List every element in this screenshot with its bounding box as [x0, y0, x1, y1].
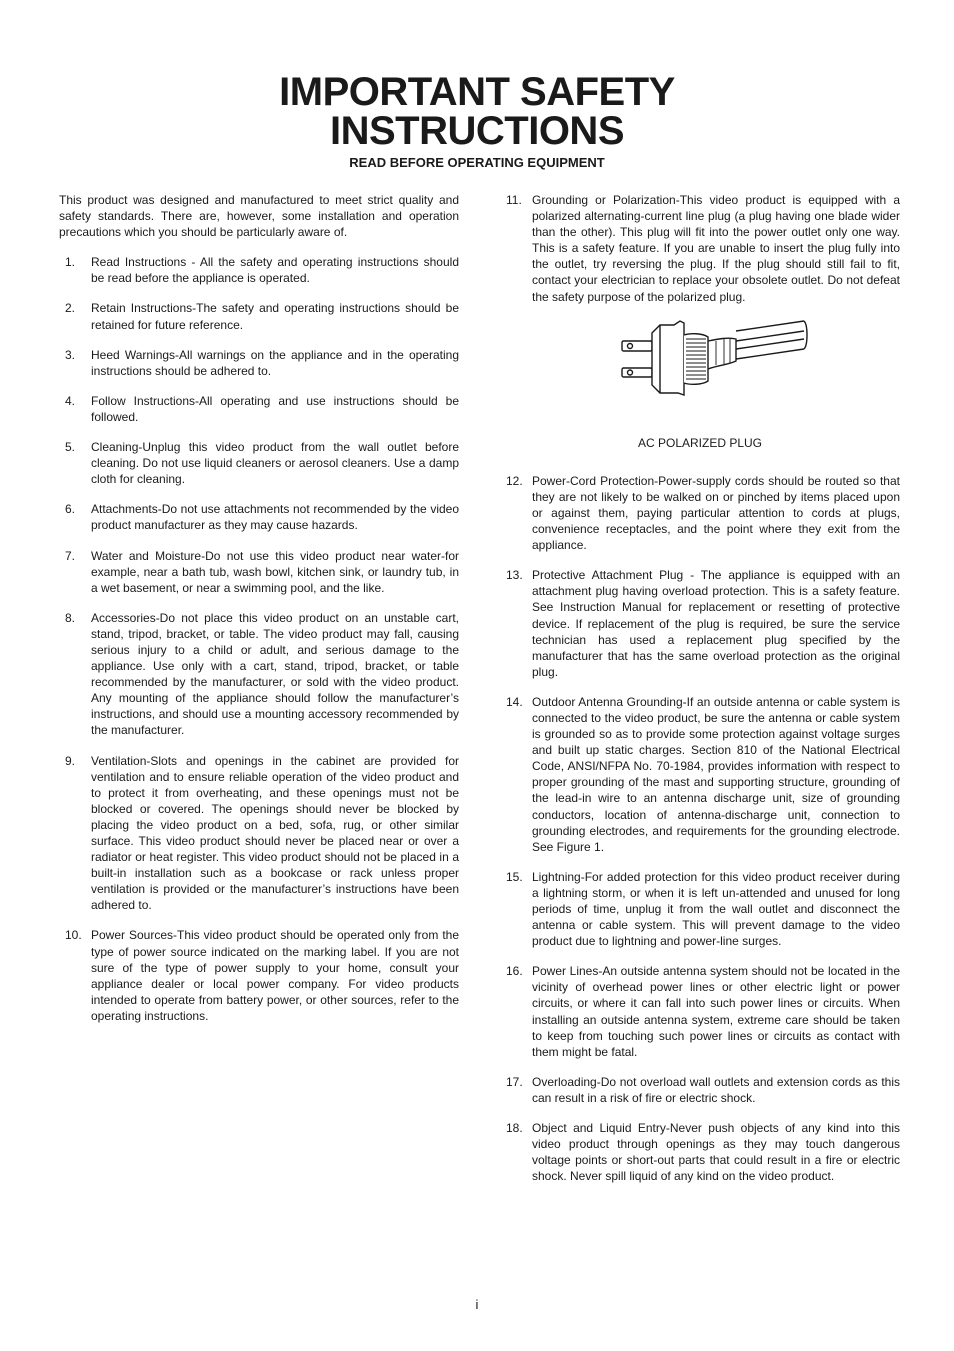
list-item-number: [500, 473, 532, 553]
list-item-number-text: 14.: [506, 694, 523, 709]
list-item-text: Protective Attachment Plug - The appliance is equipped with an attachment plug having overload protection. This is a safety feature. See Instruction Manual for replacement or resetting of protective device. If replacement of the plug is required, be sure the service technician has used a replacement plug specified by the manufacturer that has the same overload protection as the original plug.: [532, 568, 900, 679]
list-item: [500, 192, 900, 305]
list-item-number: [59, 548, 91, 596]
list-item: [59, 927, 459, 1024]
list-item: [59, 347, 459, 379]
page-number: i: [475, 1297, 479, 1312]
list-item-text: Grounding or Polarization-This video product is equipped with a polarized alternating-current line plug (a plug having one blade wider than the other). This plug will fit into the power outlet only one way. This is a safety feature. If you are unable to insert the plug fully into the outlet, try reversing the plug. If the plug should still fail to fit, contact your electrician to replace your obsolete outlet. Do not defeat the safety purpose of the polarized plug.: [532, 193, 900, 304]
list-item: [500, 963, 900, 1060]
page-title: [0, 70, 954, 153]
list-item: [59, 254, 459, 286]
list-item-number: [500, 567, 532, 680]
list-item-number-text: 16.: [506, 964, 523, 979]
title-line-1: IMPORTANT SAFETY: [279, 70, 675, 114]
list-item: [500, 1074, 900, 1106]
list-item-number: [59, 610, 91, 739]
list-item-number-text: 17.: [506, 1074, 523, 1089]
list-item-text: Power Lines-An outside antenna system should not be located in the vicinity of overhead power lines or other electric light or power circuits, or where it can fall into such power lines or circuits. When installing an outside antenna system, extreme care should be taken to keep from touching such power lines or circuits as contact with them might be fatal.: [532, 964, 900, 1059]
list-item-number: [500, 694, 532, 855]
left-column: [59, 192, 459, 1038]
list-item-text: Ventilation-Slots and openings in the cabinet are provided for ventilation and to ensure reliable operation of the video product and to protect it from overheating, and these openings must not be blocked or covered. The openings should never be blocked by placing the video product on a bed, sofa, rug, or other similar surface. This video product should never be placed near or over a radiator or heat register. This video product should not be placed in a built-in installation such as a bookcase or rack unless proper ventilation is provided or the manufacturer’s instructions have been adhered to.: [91, 753, 459, 913]
list-item-number-text: 18.: [506, 1121, 523, 1136]
safety-list-right-bottom: [500, 473, 900, 1185]
page-subtitle: READ BEFORE OPERATING EQUIPMENT: [349, 155, 605, 170]
list-item-number-text: 11.: [506, 193, 522, 207]
title-line-2: INSTRUCTIONS: [330, 109, 624, 153]
list-item-number-text: 10.: [65, 928, 82, 943]
list-item-text: Attachments-Do not use attachments not recommended by the video product manufacturer as they may cause hazards.: [91, 502, 459, 533]
list-item-text: Retain Instructions-The safety and operating instructions should be retained for future reference.: [91, 301, 459, 332]
list-item-number: [500, 963, 532, 1060]
list-item-number: [59, 439, 91, 487]
list-item: [59, 393, 459, 425]
intro-paragraph: This product was designed and manufactured to meet strict quality and safety standards. There are, however, some installation and operation precautions which you should be particularly aware of.: [59, 193, 459, 240]
list-item: [59, 753, 459, 914]
list-item: [500, 1120, 900, 1184]
list-item-number: [59, 393, 91, 425]
list-item-text: Outdoor Antenna Grounding-If an outside antenna or cable system is connected to the video product, be sure the antenna or cable system is grounded so as to provide some protection against voltage surges and built up static charges. Section 810 of the National Electrical Code, ANSI/NFPA No. 70-1984, provides information with respect to proper grounding of the mast and supporting structure, grounding of the lead-in wire to an antenna discharge unit, size of grounding conductors, location of antenna-discharge unit, connection to grounding electrodes, and requirements for the grounding electrode. See Figure 1.: [532, 694, 900, 854]
list-item-text: Accessories-Do not place this video product on an unstable cart, stand, tripod, bracket, or table. The video product may fall, causing serious injury to a child or adult, and serious damage to the appliance. Use only with a cart, stand, tripod, bracket, or table recommended by the manufacturer, or sold with the video product. Any mounting of the appliance should follow the manufacturer’s instructions, and should use a mounting accessory recommended by the manufacturer.: [91, 610, 459, 738]
list-item-number-text: 1.: [65, 255, 76, 270]
figure-caption: AC POLARIZED PLUG: [637, 435, 763, 450]
list-item-number-text: 7.: [65, 548, 76, 563]
list-item-number-text: 4.: [65, 393, 76, 408]
list-item-text: Cleaning-Unplug this video product from the wall outlet before cleaning. Do not use liquid cleaners or aerosol cleaners. Use a damp cloth for cleaning.: [91, 440, 459, 487]
list-item-number: [500, 192, 532, 305]
list-item: [59, 439, 459, 487]
list-item: [500, 869, 900, 949]
list-item-number-text: 3.: [65, 347, 76, 362]
list-item-number: [59, 254, 91, 286]
list-item-number: [59, 753, 91, 914]
list-item: [59, 610, 459, 739]
list-item-text: Read Instructions - All the safety and operating instructions should be read before the appliance is operated.: [91, 255, 459, 286]
safety-list-left: [59, 254, 459, 1024]
list-item-number-text: 13.: [506, 568, 523, 583]
list-item-number: [59, 300, 91, 332]
list-item-text: Power Sources-This video product should be operated only from the type of power source indicated on the marking label. If you are not sure of the type of power supply to your home, consult your appliance dealer or local power company. For video products intended to operate from battery power, or other sources, refer to the operating instructions.: [91, 928, 459, 1023]
list-item-text: Object and Liquid Entry-Never push objects of any kind into this video product through openings as they may touch dangerous voltage points or short-out parts that could result in a fire or electric shock. Never spill liquid of any kind on the video product.: [532, 1121, 900, 1184]
list-item-text: Power-Cord Protection-Power-supply cords should be routed so that they are not likely to be walked on or pinched by items placed upon or against them, paying particular attention to cords at plugs, convenience receptacles, and the point where they exit from the appliance.: [532, 473, 900, 553]
list-item-number-text: 2.: [65, 301, 76, 316]
plug-figure: [500, 319, 900, 429]
right-column: [500, 192, 900, 1198]
list-item-text: Heed Warnings-All warnings on the appliance and in the operating instructions should be adhered to.: [91, 347, 459, 378]
list-item-number: [59, 927, 91, 1024]
list-item: [500, 694, 900, 855]
list-item-number-text: 5.: [65, 440, 76, 455]
list-item-text: Overloading-Do not overload wall outlets and extension cords as this can result in a risk of fire or electric shock.: [532, 1074, 900, 1105]
list-item-number: [500, 1120, 532, 1184]
list-item-number-text: 15.: [506, 869, 523, 884]
list-item-number-text: 8.: [65, 610, 76, 625]
ac-polarized-plug-icon: [618, 319, 808, 397]
list-item: [59, 300, 459, 332]
list-item-text: Water and Moisture-Do not use this video product near water-for example, near a bath tub, wash bowl, kitchen sink, or laundry tub, in a wet basement, or near a swimming pool, and the like.: [91, 548, 459, 595]
list-item: [500, 567, 900, 680]
list-item-number-text: 6.: [65, 502, 76, 517]
list-item-number: [59, 501, 91, 533]
list-item: [59, 501, 459, 533]
list-item-number: [500, 1074, 532, 1106]
list-item: [59, 548, 459, 596]
safety-list-right-top: [500, 192, 900, 305]
list-item-number-text: 12.: [506, 473, 523, 488]
list-item-number-text: 9.: [65, 753, 76, 768]
list-item: [500, 473, 900, 553]
list-item-number: [500, 869, 532, 949]
list-item-text: Follow Instructions-All operating and use instructions should be followed.: [91, 393, 459, 424]
list-item-number: [59, 347, 91, 379]
list-item-text: Lightning-For added protection for this video product receiver during a lightning storm, or when it is left un-attended and unused for long periods of time, unplug it from the wall outlet and disconnect the antenna or cable system. This will prevent damage to the video product due to lightning and power-line surges.: [532, 869, 900, 949]
